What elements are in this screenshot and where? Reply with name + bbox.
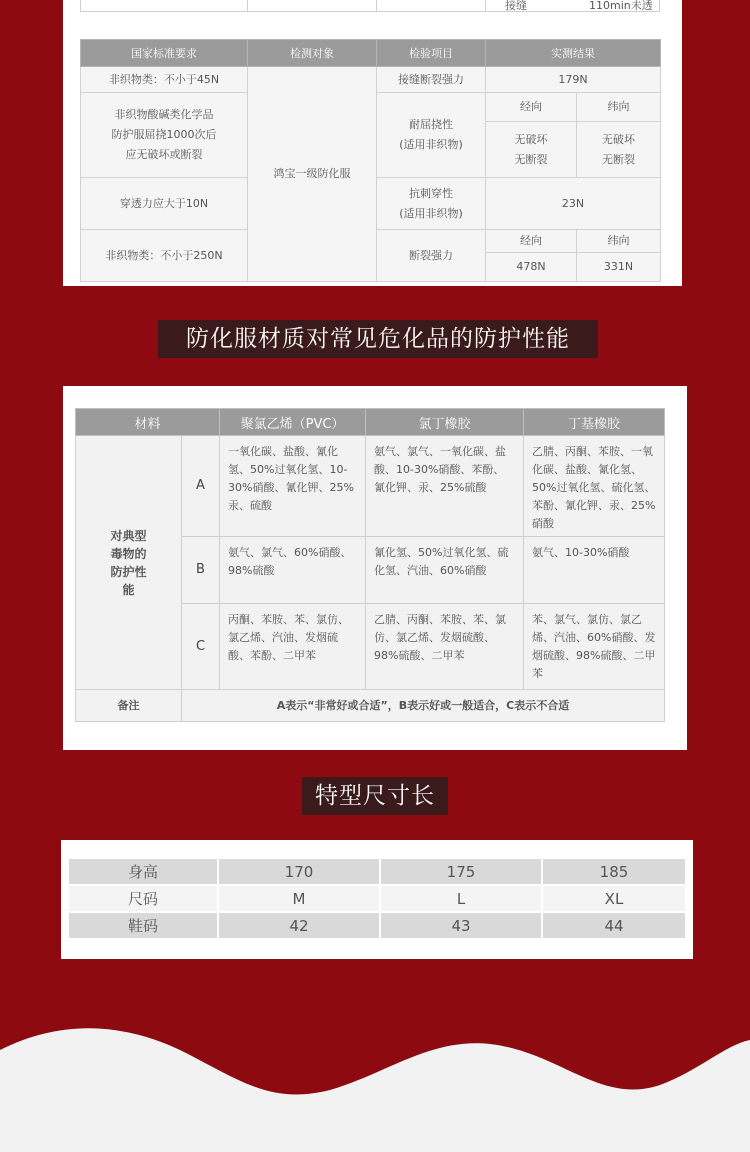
size-cell: M <box>218 885 380 912</box>
header-item: 检验项目 <box>377 40 486 67</box>
flex-dir-warp: 经向 <box>486 93 577 122</box>
size-cell: XL <box>542 885 686 912</box>
standard-flex: 非织物酸碱类化学品 防护服屈挠1000次后 应无破坏或断裂 <box>81 93 248 178</box>
national-standard-table <box>80 39 661 282</box>
result-seam-strength: 179N <box>486 67 661 93</box>
flex-dir-weft: 纬向 <box>577 93 661 122</box>
butyl-grade-a: 乙腈、丙酮、苯胺、一氧化碳、盐酸、氰化氢、50%过氧化氢、硫化氢、苯酚、氰化钾、汞、25%硝酸 <box>524 436 665 537</box>
butyl-grade-c: 苯、氯气、氯仿、氯乙烯、汽油、60%硝酸、发烟硫酸、98%硫酸、二甲苯 <box>524 604 665 690</box>
header-pvc: 聚氯乙烯（PVC） <box>220 409 366 436</box>
size-row-height <box>68 858 686 885</box>
pvc-grade-c: 丙酮、苯胺、苯、氯仿、氯乙烯、汽油、发烟硫酸、苯酚、二甲苯 <box>220 604 366 690</box>
tensile-result-weft: 331N <box>577 253 661 282</box>
size-cell: 44 <box>542 912 686 939</box>
size-table <box>67 857 687 940</box>
tensile-dir-warp: 经向 <box>486 230 577 253</box>
protection-performance-card <box>63 386 687 750</box>
header-object: 检测对象 <box>248 40 377 67</box>
size-chart-card <box>61 840 693 959</box>
standard-seam: 非织物类：不小于45N <box>81 67 248 93</box>
grade-b: B <box>182 537 220 604</box>
seam-result-cell: 110min未透 <box>589 0 653 12</box>
grade-c: C <box>182 604 220 690</box>
size-cell: 尺码 <box>68 885 218 912</box>
size-cell: 175 <box>380 858 542 885</box>
neoprene-grade-c: 乙腈、丙酮、苯胺、苯、氯仿、氯乙烯、发烟硫酸、98%硫酸、二甲苯 <box>366 604 524 690</box>
standard-puncture: 穿透力应大于10N <box>81 178 248 230</box>
size-row-shoe <box>68 912 686 939</box>
grade-a: A <box>182 436 220 537</box>
size-row-size <box>68 885 686 912</box>
pvc-grade-a: 一氧化碳、盐酸、氰化氢、50%过氧化氢、10-30%硝酸、氰化钾、25%汞、硫酸 <box>220 436 366 537</box>
item-puncture: 抗刺穿性 (适用非织物) <box>377 178 486 230</box>
header-standard: 国家标准要求 <box>81 40 248 67</box>
tensile-result-warp: 478N <box>486 253 577 282</box>
row-label-protection: 对典型 毒物的 防护性 能 <box>76 436 182 690</box>
flex-result-warp: 无破坏 无断裂 <box>486 122 577 178</box>
item-seam-strength: 接缝断裂强力 <box>377 67 486 93</box>
result-puncture: 23N <box>486 178 661 230</box>
test-results-card <box>63 0 682 286</box>
item-flex: 耐屈挠性 (适用非织物) <box>377 93 486 178</box>
neoprene-grade-a: 氨气、氯气、一氧化碳、盐 酸、10-30%硝酸、苯酚、氰化钾、汞、25%硫酸 <box>366 436 524 537</box>
section-title-protection: 防化服材质对常见危化品的防护性能 <box>158 320 598 358</box>
tensile-dir-weft: 纬向 <box>577 230 661 253</box>
protection-table <box>75 408 665 722</box>
wave-shape <box>0 1028 750 1152</box>
neoprene-grade-b: 氰化氢、50%过氧化氢、硫化氢、汽油、60%硝酸 <box>366 537 524 604</box>
size-cell: L <box>380 885 542 912</box>
size-cell: 185 <box>542 858 686 885</box>
pvc-grade-b: 氨气、氯气、60%硝酸、98%硫酸 <box>220 537 366 604</box>
note-label: 备注 <box>76 690 182 722</box>
section-title-size: 特型尺寸长 <box>302 777 448 815</box>
header-result: 实测结果 <box>486 40 661 67</box>
previous-table-tail <box>80 0 660 12</box>
size-cell: 170 <box>218 858 380 885</box>
butyl-grade-b: 氨气、10-30%硝酸 <box>524 537 665 604</box>
seam-cell: 接缝 <box>505 0 527 12</box>
size-cell: 身高 <box>68 858 218 885</box>
bottom-wave-decoration <box>0 1010 750 1152</box>
standard-tensile: 非织物类：不小于250N <box>81 230 248 282</box>
item-tensile: 断裂强力 <box>377 230 486 282</box>
note-text: A表示“非常好或合适”，B表示好或一般适合，C表示不合适 <box>182 690 665 722</box>
test-object: 鸿宝一级防化服 <box>248 67 377 282</box>
size-cell: 鞋码 <box>68 912 218 939</box>
size-cell: 42 <box>218 912 380 939</box>
flex-result-weft: 无破坏 无断裂 <box>577 122 661 178</box>
header-butyl: 丁基橡胶 <box>524 409 665 436</box>
header-material: 材料 <box>76 409 220 436</box>
header-neoprene: 氯丁橡胶 <box>366 409 524 436</box>
size-cell: 43 <box>380 912 542 939</box>
